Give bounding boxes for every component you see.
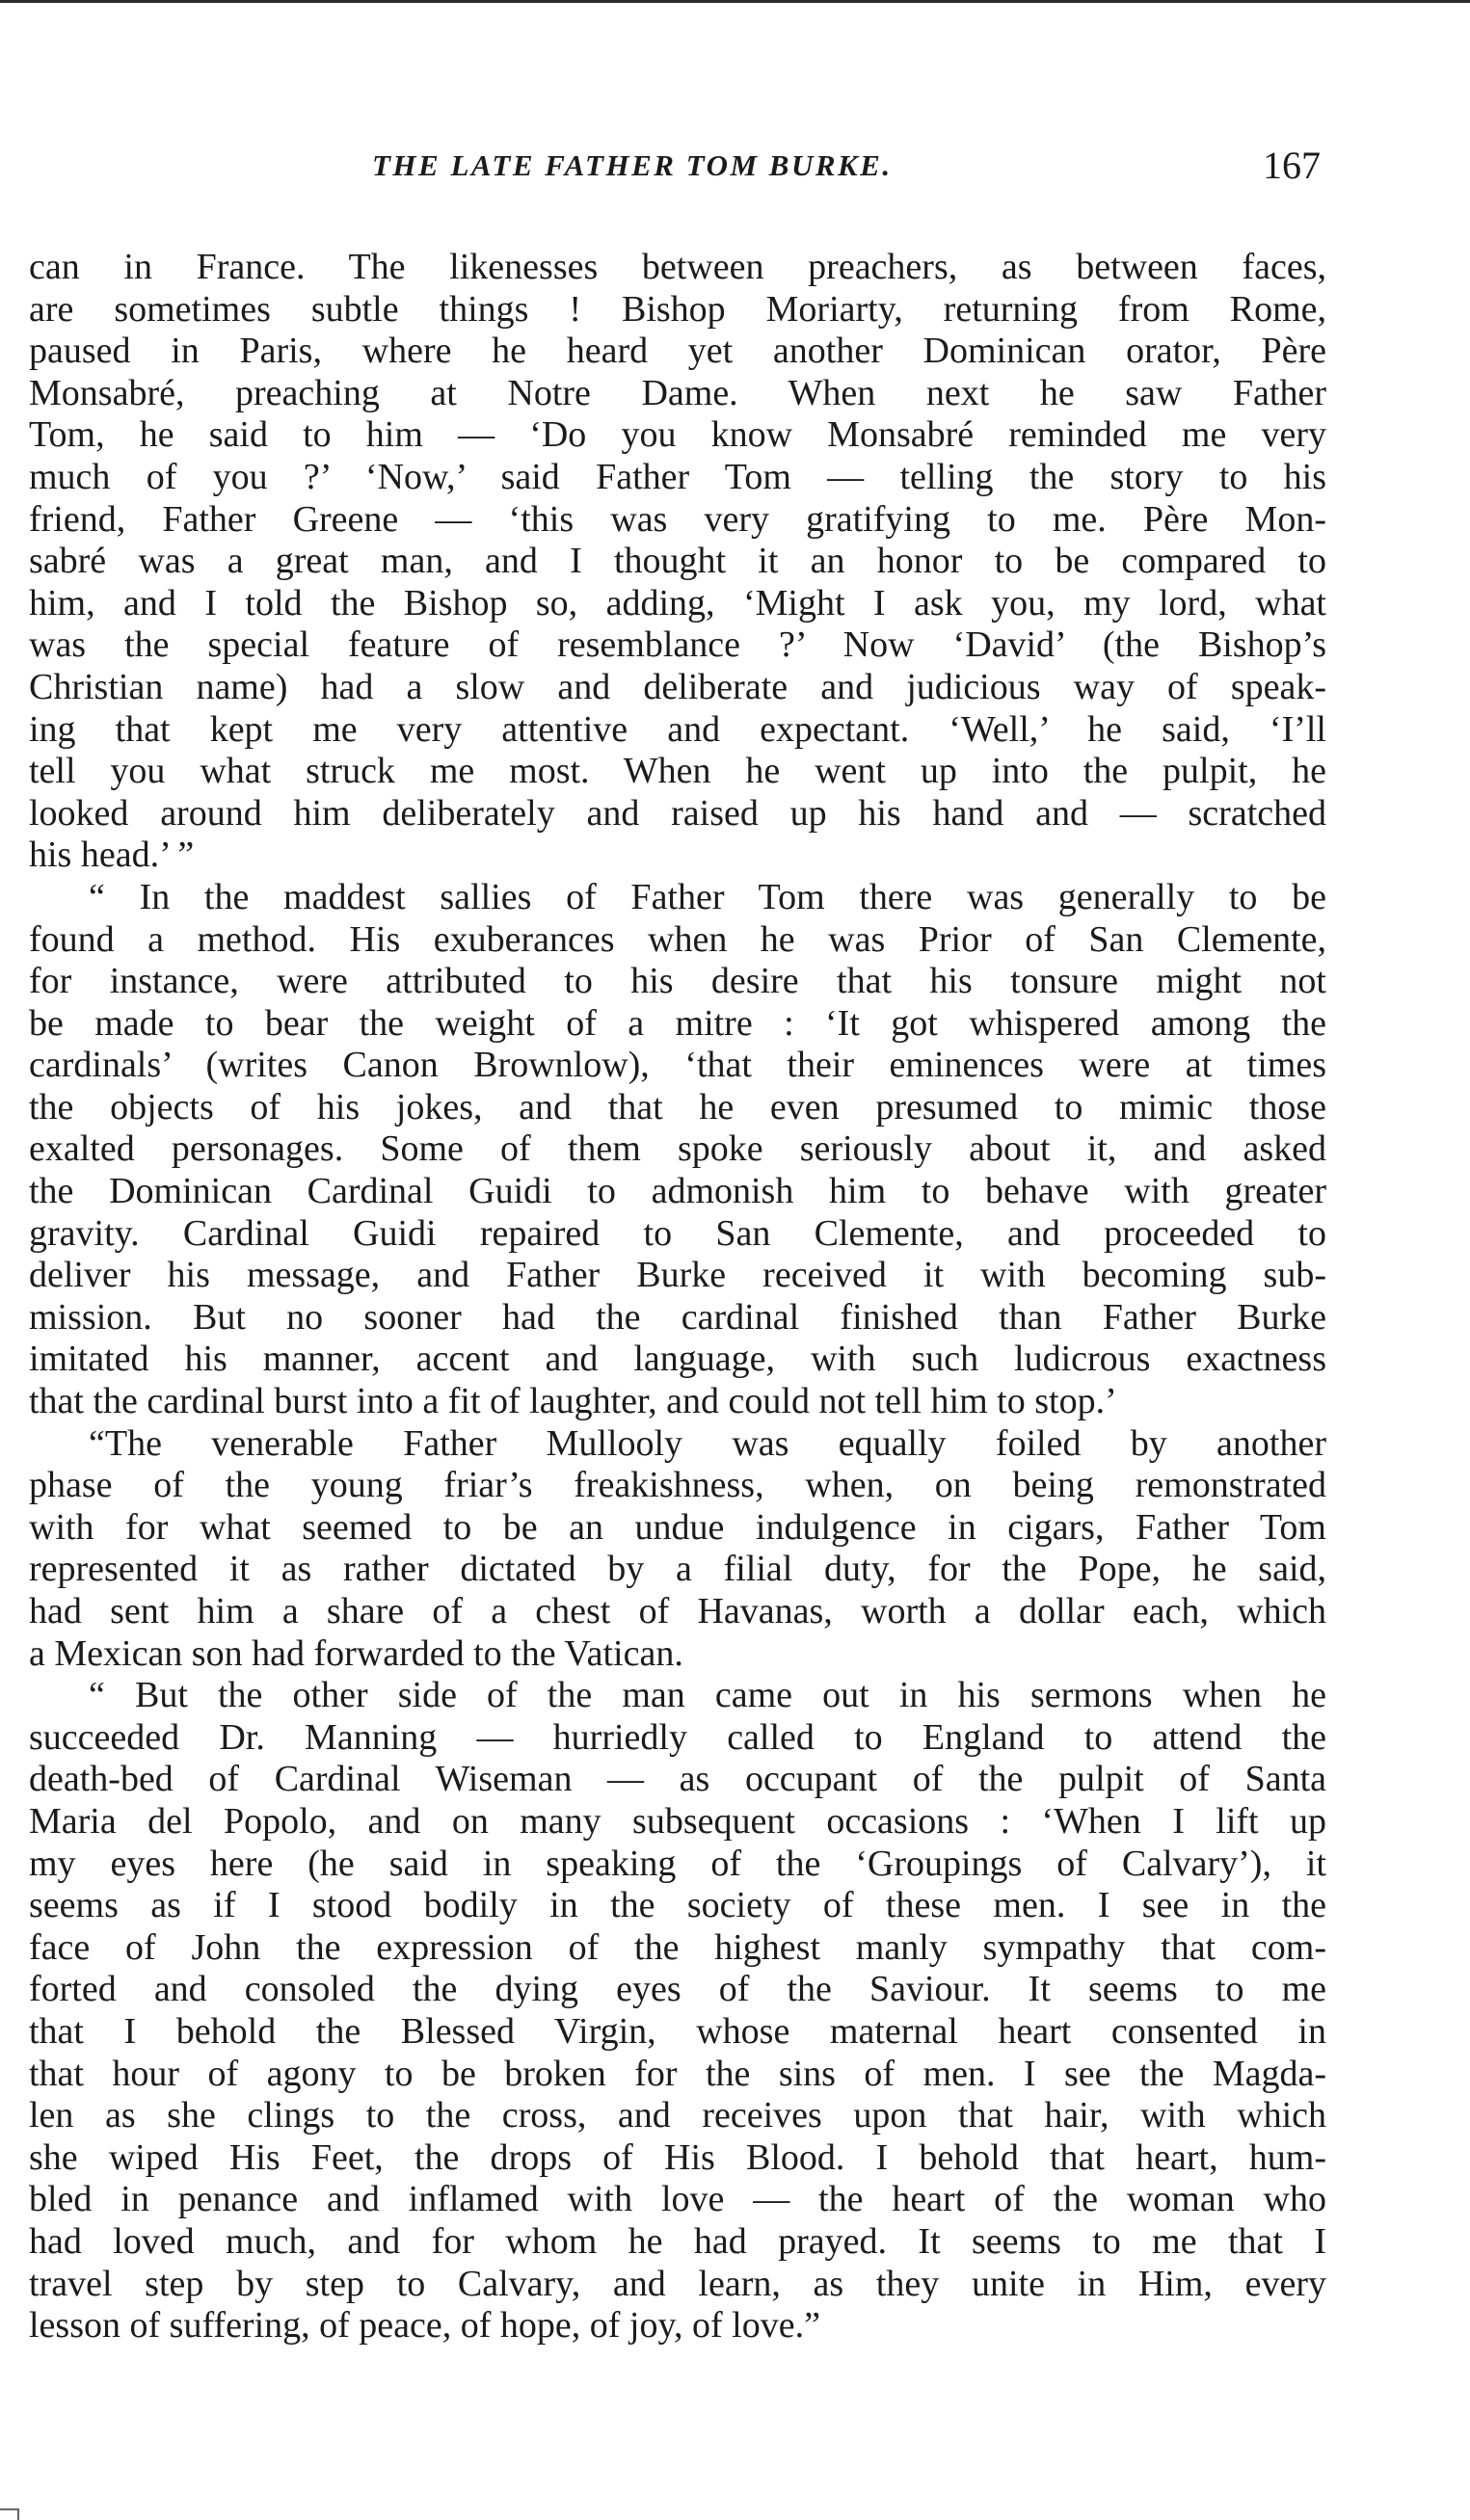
text-line: found a method. His exuberances when he was Prior of San Clemente, <box>29 918 1326 960</box>
text-line: phase of the young friar’s freakishness, when, on being remonstrated <box>29 1465 1326 1506</box>
text-line: for instance, were attributed to his desire that his tonsure might not <box>29 961 1326 1002</box>
text-line: “ In the maddest sallies of Father Tom there was generally to be <box>89 876 1326 917</box>
text-line: death-bed of Cardinal Wiseman — as occupant of the pulpit of Santa <box>29 1759 1326 1800</box>
text-line: paused in Paris, where he heard yet another Dominican orator, Père <box>29 331 1326 372</box>
text-line: she wiped His Feet, the drops of His Blood. I behold that heart, hum- <box>29 2136 1326 2178</box>
text-line: ing that kept me very attentive and expectant. ‘Well,’ he said, ‘I’ll <box>29 708 1326 750</box>
text-line: him, and I told the Bishop so, adding, ‘Might I ask you, my lord, what <box>29 582 1326 623</box>
text-line: much of you ?’ ‘Now,’ said Father Tom — telling the story to his <box>29 456 1326 497</box>
text-line: had sent him a share of a chest of Havanas, worth a dollar each, which <box>29 1591 1326 1631</box>
text-line: had loved much, and for whom he had prayed. It seems to me that I <box>29 2220 1326 2262</box>
text-line: exalted personages. Some of them spoke seriously about it, and asked <box>29 1128 1326 1170</box>
text-line: the objects of his jokes, and that he even presumed to mimic those <box>29 1086 1326 1127</box>
text-line: imitated his manner, accent and language, with such ludicrous exactness <box>29 1339 1326 1380</box>
text-line: that I behold the Blessed Virgin, whose maternal heart consented in <box>29 2010 1326 2052</box>
text-line: are sometimes subtle things ! Bishop Moriarty, returning from Rome, <box>29 288 1326 330</box>
text-line: face of John the expression of the highest manly sympathy that com- <box>29 1926 1326 1968</box>
text-line: len as she clings to the cross, and receives upon that hair, with which <box>29 2095 1326 2136</box>
text-line: the Dominican Cardinal Guidi to admonish him to behave with greater <box>29 1171 1326 1212</box>
text-line: was the special feature of resemblance ?’ Now ‘David’ (the Bishop’s <box>29 624 1326 666</box>
text-line: that hour of agony to be broken for the sins of men. I see the Magda- <box>29 2053 1326 2094</box>
running-head: THE LATE FATHER TOM BURKE. <box>372 148 893 182</box>
text-line: sabré was a great man, and I thought it an honor to be compared to <box>29 541 1326 582</box>
text-line: seems as if I stood bodily in the society of these men. I see in the <box>29 1885 1326 1926</box>
text-line: mission. But no sooner had the cardinal finished than Father Burke <box>29 1296 1326 1338</box>
text-line: tell you what struck me most. When he went up into the pulpit, he <box>29 751 1326 792</box>
text-line: his head.’ ” <box>29 835 195 876</box>
text-line: a Mexican son had forwarded to the Vatican. <box>29 1632 683 1674</box>
top-edge-rule <box>0 0 1470 3</box>
text-line: Monsabré, preaching at Notre Dame. When next he saw Father <box>29 372 1326 413</box>
text-line: forted and consoled the dying eyes of the Saviour. It seems to me <box>29 1969 1326 2010</box>
text-line: my eyes here (he said in speaking of the ‘Groupings of Calvary’), it <box>29 1843 1326 1884</box>
page-number: 167 <box>1263 144 1321 187</box>
text-line: bled in penance and inflamed with love — the heart of the woman who <box>29 2179 1326 2220</box>
text-line: Christian name) had a slow and deliberate and judicious way of speak- <box>29 666 1326 707</box>
text-line: Tom, he said to him — ‘Do you know Monsabré reminded me very <box>29 414 1326 456</box>
text-line: “ But the other side of the man came out in his sermons when he <box>89 1675 1326 1716</box>
text-line: lesson of suffering, of peace, of hope, of joy, of love.” <box>29 2305 820 2347</box>
text-line: friend, Father Greene — ‘this was very gratifying to me. Père Mon- <box>29 498 1326 540</box>
body-text <box>29 247 1326 2348</box>
text-line: cardinals’ (writes Canon Brownlow), ‘that their eminences were at times <box>29 1045 1326 1086</box>
corner-mark <box>0 2508 19 2520</box>
text-line: with for what seemed to be an undue indulgence in cigars, Father Tom <box>29 1506 1326 1548</box>
text-line: succeeded Dr. Manning — hurriedly called to England to attend the <box>29 1716 1326 1758</box>
text-line: “The venerable Father Mullooly was equally foiled by another <box>89 1422 1326 1464</box>
text-line: that the cardinal burst into a fit of laughter, and could not tell him to stop.’ <box>29 1381 1117 1422</box>
text-line: Maria del Popolo, and on many subsequent occasions : ‘When I lift up <box>29 1800 1326 1842</box>
text-line: travel step by step to Calvary, and learn, as they unite in Him, every <box>29 2263 1326 2304</box>
page-header <box>0 143 1470 200</box>
text-line: deliver his message, and Father Burke received it with becoming sub- <box>29 1255 1326 1296</box>
text-line: looked around him deliberately and raised up his hand and — scratched <box>29 792 1326 834</box>
text-line: can in France. The likenesses between preachers, as between faces, <box>29 247 1326 287</box>
text-line: gravity. Cardinal Guidi repaired to San Clemente, and proceeded to <box>29 1212 1326 1254</box>
text-line: represented it as rather dictated by a filial duty, for the Pope, he said, <box>29 1549 1326 1590</box>
text-line: be made to bear the weight of a mitre : ‘It got whispered among the <box>29 1002 1326 1044</box>
